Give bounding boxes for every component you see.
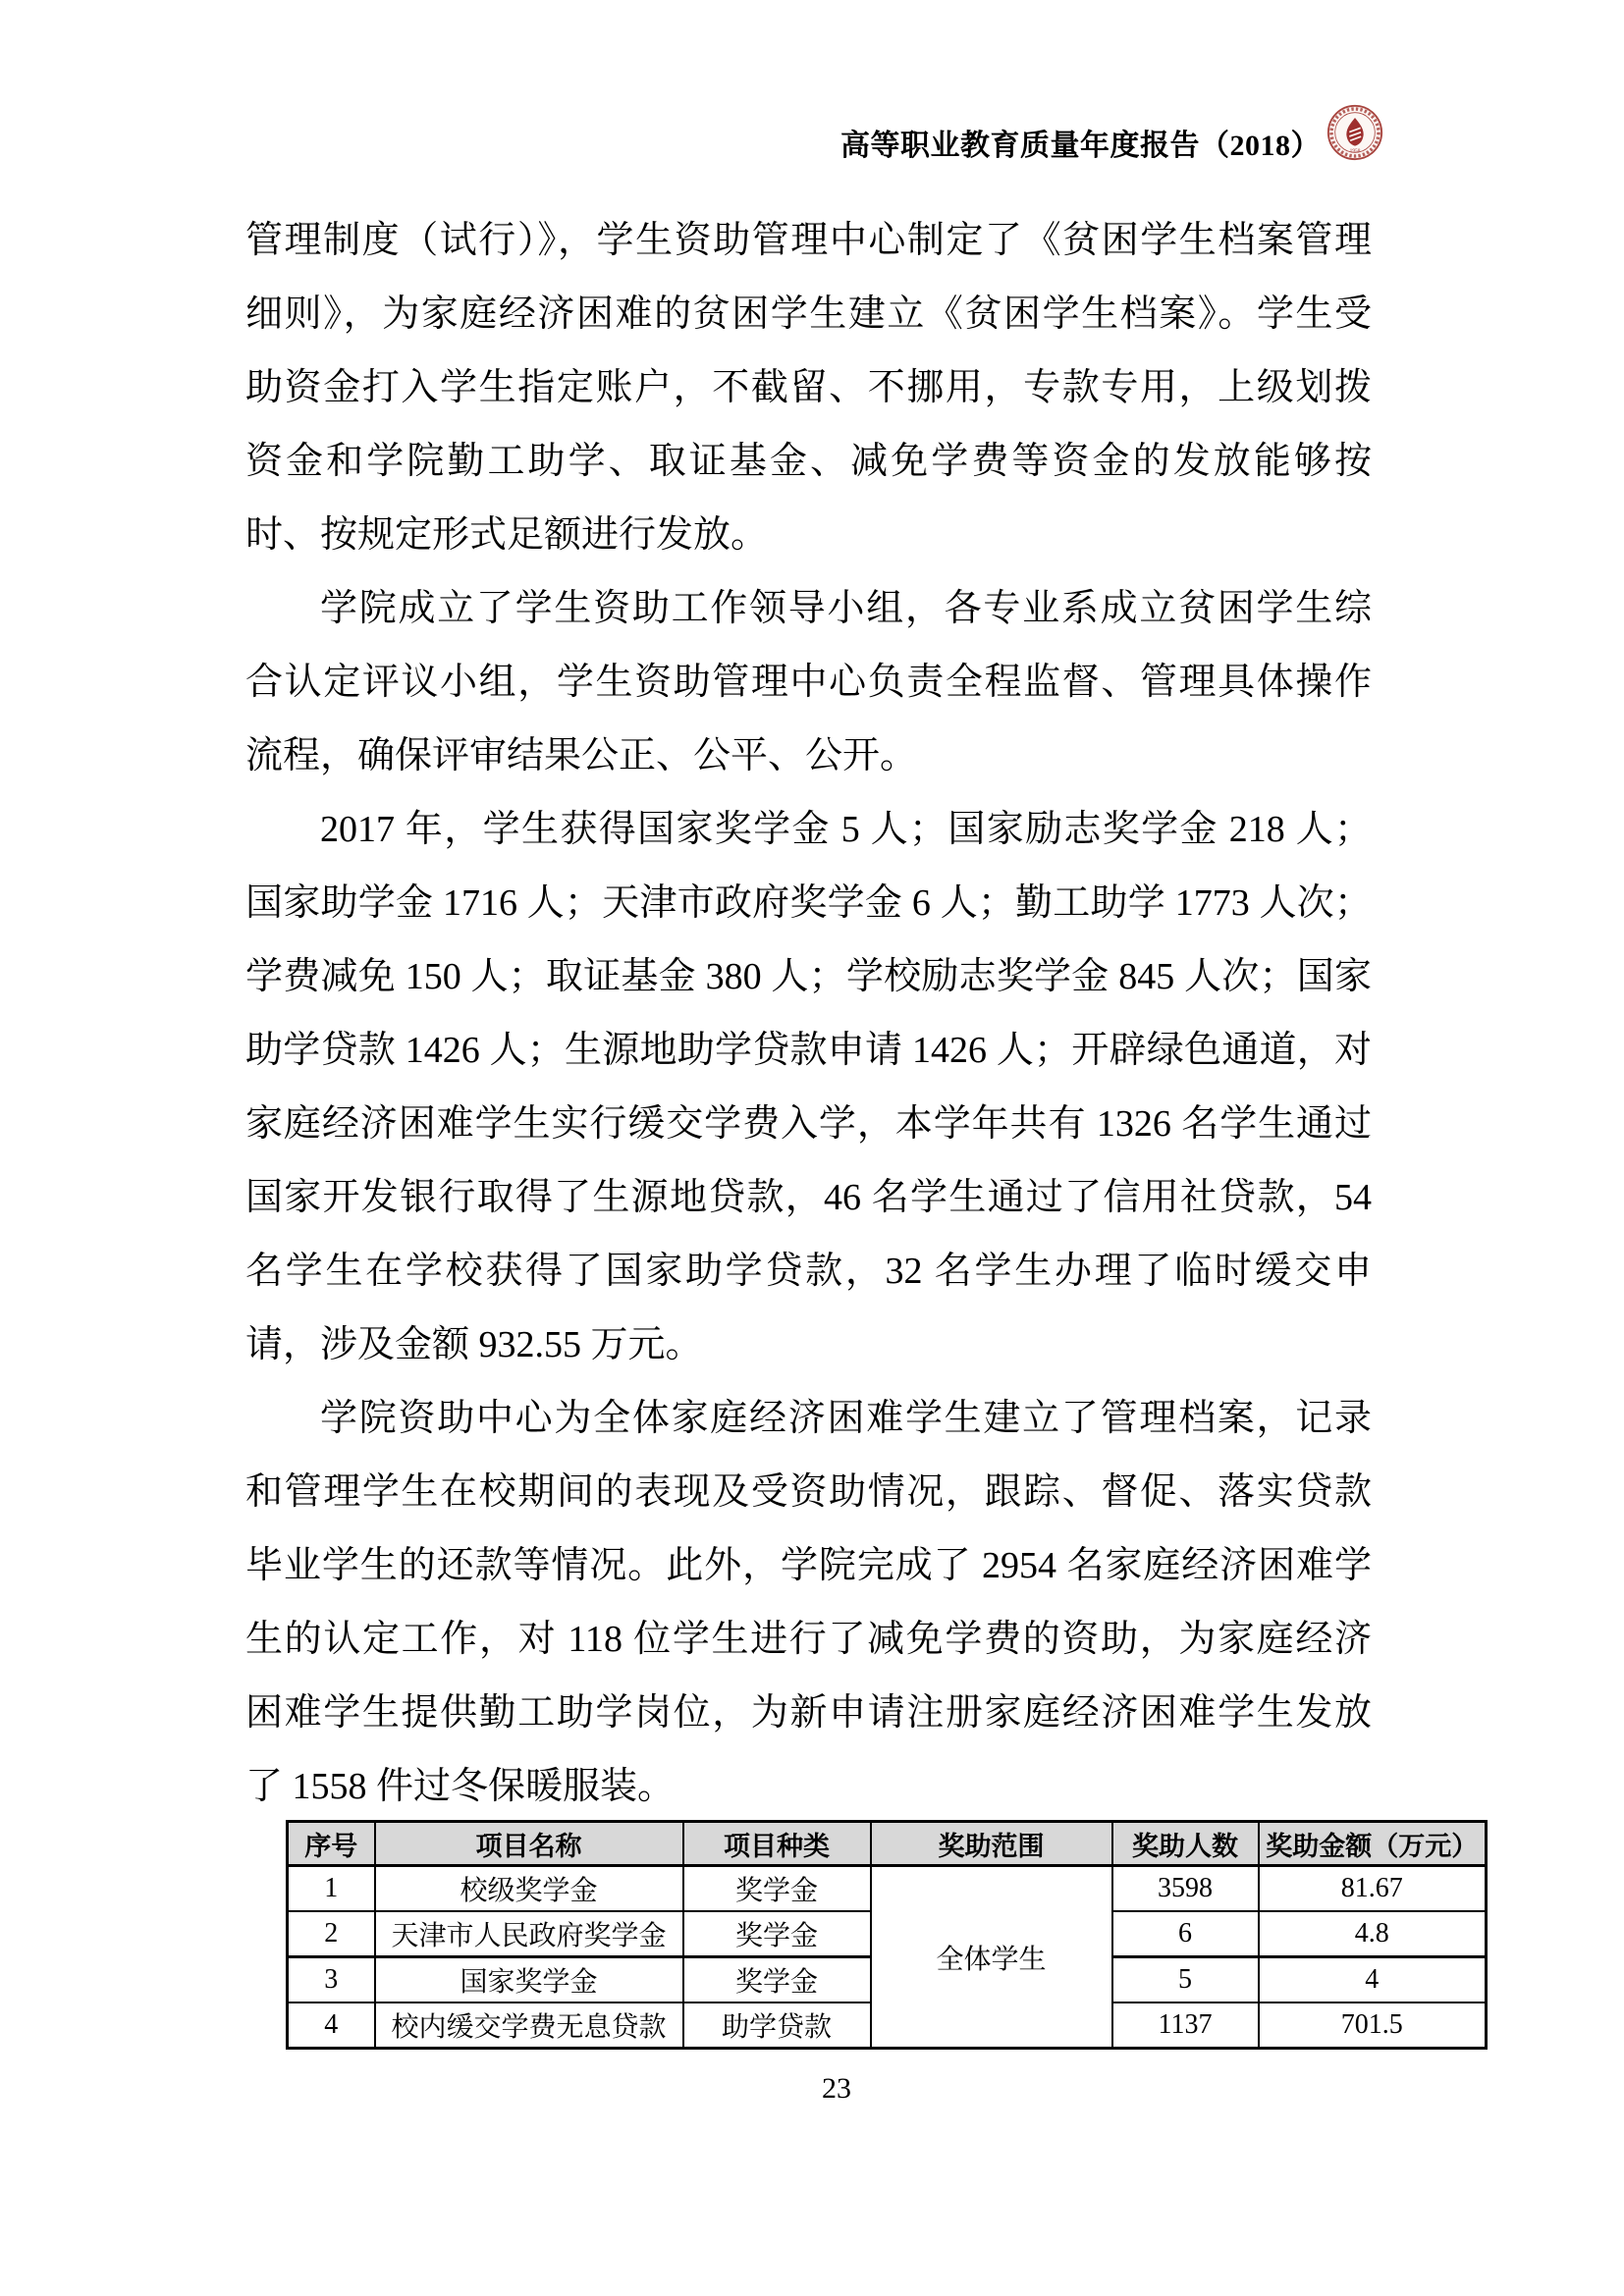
table-header-cell: 项目名称 [375,1822,683,1866]
cell-scope-merged: 全体学生 [871,1866,1112,2049]
cell-project-name: 校级奖学金 [375,1866,683,1912]
college-seal-logo [1326,104,1383,161]
running-head-title: 高等职业教育质量年度报告（2018） [840,130,1321,162]
cell-index: 1 [288,1866,375,1912]
paragraph-3-line: 学费减免 150 人；取证基金 380 人；学校励志奖学金 845 人次；国家 [245,956,1372,997]
cell-project-type: 助学贷款 [683,2002,871,2049]
page-number: 23 [822,2072,851,2105]
paragraph-3-line: 国家助学金 1716 人；天津市政府奖学金 6 人；勤工助学 1773 人次； [245,882,1372,924]
paragraph-3-line: 请，涉及金额 932.55 万元。 [245,1324,703,1365]
paragraph-3-line: 国家开发银行取得了生源地贷款，46 名学生通过了信用社贷款，54 [245,1177,1372,1218]
paragraph-2-line: 流程，确保评审结果公正、公平、公开。 [245,735,918,776]
cell-project-name: 校内缓交学费无息贷款 [375,2002,683,2049]
paragraph-2-line: 学院成立了学生资助工作领导小组，各专业系成立贫困学生综 [320,588,1372,629]
cell-count: 3598 [1112,1866,1259,1912]
paragraph-1-line: 时、按规定形式足额进行发放。 [245,514,769,556]
table-header-row [288,1822,1487,1866]
paragraph-1-line: 资金和学院勤工助学、取证基金、减免学费等资金的发放能够按 [245,441,1372,482]
cell-index: 2 [288,1911,375,1957]
paragraph-4-line: 了 1558 件过冬保暖服装。 [245,1766,676,1807]
cell-project-type: 奖学金 [683,1957,871,2003]
funding-table-container [286,1820,1488,2050]
table-header-cell: 奖助人数 [1112,1822,1259,1866]
cell-index: 4 [288,2002,375,2049]
paragraph-3-line: 助学贷款 1426 人；生源地助学贷款申请 1426 人；开辟绿色通道，对 [245,1030,1372,1071]
table-header-cell: 奖助范围 [871,1822,1112,1866]
table-header-cell: 奖助金额（万元） [1259,1822,1487,1866]
cell-index: 3 [288,1957,375,2003]
funding-table [286,1820,1488,2050]
cell-project-type: 奖学金 [683,1911,871,1957]
table-header-cell: 项目种类 [683,1822,871,1866]
paragraph-3-line: 名学生在学校获得了国家助学贷款，32 名学生办理了临时缓交申 [245,1251,1372,1292]
body-text [245,204,1372,1824]
cell-amount: 4.8 [1259,1911,1487,1957]
paragraph-4-line: 毕业学生的还款等情况。此外，学院完成了 2954 名家庭经济困难学 [245,1545,1372,1586]
cell-amount: 701.5 [1259,2002,1487,2049]
paragraph-4-line: 学院资助中心为全体家庭经济困难学生建立了管理档案，记录 [320,1398,1372,1439]
cell-amount: 4 [1259,1957,1487,2003]
paragraph-2-line: 合认定评议小组，学生资助管理中心负责全程监督、管理具体操作 [245,662,1372,703]
cell-amount: 81.67 [1259,1866,1487,1912]
paragraph-1-line: 细则》，为家庭经济困难的贫困学生建立《贫困学生档案》。学生受 [245,294,1372,335]
paragraph-1-line: 助资金打入学生指定账户，不截留、不挪用，专款专用，上级划拨 [245,367,1372,408]
cell-count: 5 [1112,1957,1259,2003]
cell-count: 1137 [1112,2002,1259,2049]
cell-project-name: 国家奖学金 [375,1957,683,2003]
table-row [288,1866,1487,1912]
cell-project-name: 天津市人民政府奖学金 [375,1911,683,1957]
paragraph-3-line: 2017 年，学生获得国家奖学金 5 人；国家励志奖学金 218 人； [320,809,1372,850]
table-header-cell: 序号 [288,1822,375,1866]
paragraph-4-line: 和管理学生在校期间的表现及受资助情况，跟踪、督促、落实贷款 [245,1471,1372,1513]
paragraph-4-line: 困难学生提供勤工助学岗位，为新申请注册家庭经济困难学生发放 [245,1692,1372,1734]
cell-project-type: 奖学金 [683,1866,871,1912]
paragraph-4-line: 生的认定工作，对 118 位学生进行了减免学费的资助，为家庭经济 [245,1619,1372,1660]
seal-year-text: 1958 [1349,148,1361,155]
paragraph-3-line: 家庭经济困难学生实行缓交学费入学，本学年共有 1326 名学生通过 [245,1103,1372,1145]
paragraph-1-line: 管理制度（试行）》，学生资助管理中心制定了《贫困学生档案管理 [245,220,1372,261]
cell-count: 6 [1112,1911,1259,1957]
